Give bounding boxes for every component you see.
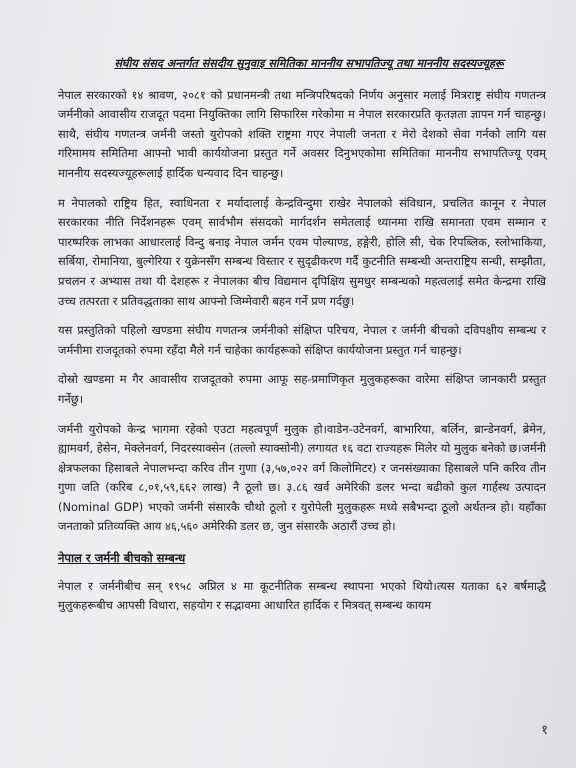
paragraph-germany-overview: जर्मनी युरोपको केन्द्र भागमा रहेको एउटा महत्वपूर्ण मुलुक हो।वाडेन-उटेनवर्ग, बाभारिया, बर्लिन, ब्रान्डेनवर्ग, ब्रेमेन, ह्यामवर्ग, हेसेन, मेक्लेनवर्ग, निदरस्याक्सेन (तल्लो स्याक्सोनी) लगायत १६ वटा राज्यहरू मिलेर यो मुलुक बनेको छ।जर्मनी क्षेत्रफलका हिसाबले नेपालभन्दा करिव तीन गुणा (३,५७,०२२ वर्ग किलोमिटर) र जनसंख्याका हिसाबले पनि करिव तीन गुणा जति (करिब ८,०१,५९,६६२ लाख) नै ठूलो छ। ३.८६ खर्व अमेरिकी डलर भन्दा बढीको कुल गार्हस्थ उत्पादन (Nominal GDP) भएको जर्मनी संसारकै चौथो ठूलो र युरोपेली मुलुकहरू मध्ये सबैभन्दा ठूलो अर्थतन्त्र हो। यहाँका जनताको प्रतिव्यक्ति आय ४६,५६० अमेरिकी डलर छ, जुन संसारकै अठारौं उच्च हो।: [58, 421, 546, 534]
paragraph-intro: नेपाल सरकारको १४ श्रावण, २०८१ को प्रधानमन्त्री तथा मन्त्रिपरिषदको निर्णय अनुसार मलाई मित्रराष्ट्र संघीय गणतन्त्र जर्मनीको आवासीय राजदूत पदमा नियुक्तिका लागि सिफारिस गरेकोमा म नेपाल सरकारप्रति कृतज्ञता ज्ञापन गर्न चाहन्छु। साथै, संघीय गणतन्त्र जर्मनी जस्तो युरोपको शक्ति राष्ट्रमा गएर नेपाली जनता र मेरो देशको सेवा गर्नको लागि यस गरिमामय समितिमा आफ्नो भावी कार्ययोजना प्रस्तुत गर्ने अवसर दिनुभएकोमा समितिका माननीय सभापतिज्यू एवम् माननीय सदस्यज्यूहरूलाई हार्दिक धन्यवाद दिन चाहन्छु।: [58, 87, 546, 180]
paragraph-commitment: म नेपालको राष्ट्रिय हित, स्वाधिनता र मर्यादालाई केन्द्रविन्दुमा राखेर नेपालको संविधान, प्रचलित कानून र नेपाल सरकारका नीति निर्देशनहरू एवम् सार्वभौम संसदको मार्गदर्शन समेतलाई ध्यानमा राखि समानता एवम सम्मान र पारष्परिक लाभका आधारलाई विन्दु बनाइ नेपाल जर्मन एवम पोल्याण्ड, हङ्गेरी, होलि सी, चेक रिपब्लिक, स्लोभाकिया, सर्बिया, रोमानिया, बुल्गेरिया र युक्रेनसँग सम्बन्ध विस्तार र सुदृढीकरण गर्दै कुटनीति सम्बन्धी अन्तराष्ट्रिय सन्धी, सम्झौता, प्रचलन र अभ्यास तथा यी देशहरू र नेपालका बीच विद्यमान दृपिक्षिय सुमधुर सम्बन्धको महत्वलाई समेत केन्द्रमा राखि उच्च तत्परता र प्रतिवद्धताका साथ आफ्नो जिम्मेवारी बहन गर्ने प्रण गर्दछु।: [58, 195, 546, 308]
paragraph-relations: नेपाल र जर्मनीबीच सन् १९५८ अप्रिल ४ मा कूटनीतिक सम्बन्ध स्थापना भएको थियो।त्यस यताका ६२ बर्षमाद्धै मुलुकहरूबीच आपसी विधारा, सहयोग र सद्भावमा आधारित हार्दिक र मित्रवत् सम्बन्ध कायम: [58, 578, 546, 613]
page-number: १: [541, 723, 548, 738]
paragraph-second-section: दोस्रो खण्डमा म गैर आवासीय राजदूतको रुपमा आफू सह-प्रमाणिकृत मुलुकहरूका वारेमा संक्षिप्त जानकारी प्रस्तुत गर्नेछु।: [58, 372, 546, 406]
document-body: [58, 54, 546, 626]
section-heading: नेपाल र जर्मनी बीचको सम्बन्ध: [58, 551, 186, 566]
document-title: संघीय संसद अन्तर्गत संसदीय सुनुवाइ समितिका माननीय सभापतिज्यू तथा माननीय सदस्यज्यूहरू: [114, 57, 504, 70]
paragraph-first-section: यस प्रस्तुतिको पहिलो खण्डमा संघीय गणतन्त्र जर्मनीको संक्षिप्त परिचय, नेपाल र जर्मनी बीचको दविपक्षीय सम्बन्ध र जर्मनीमा राजदूतको रुपमा रहँदा मैले गर्न चाहेका कार्यहरूको संक्षिप्त कार्ययोजना प्रस्तुत गर्न चाहन्छु।: [58, 323, 546, 357]
